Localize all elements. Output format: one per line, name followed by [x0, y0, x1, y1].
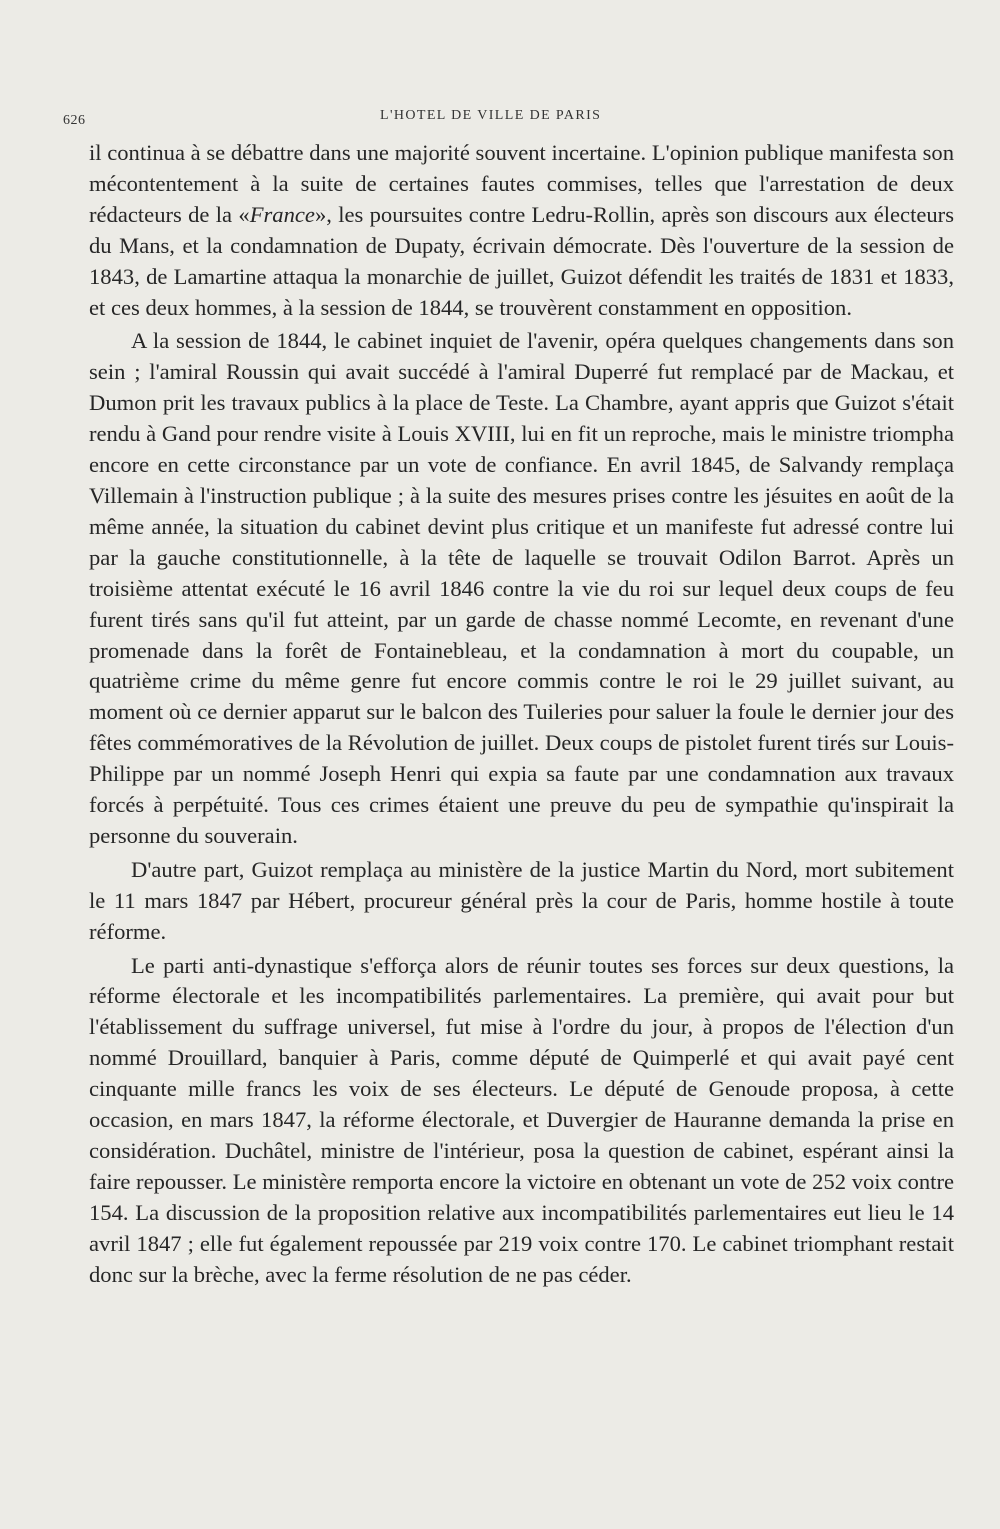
paragraph-1-text-before: il continua à se débattre dans une majorité souvent incertaine. L'opinion publique manifesta son mécontentement à la suite de certaines fautes commises, telles que l'arrestation de deux rédacteurs de la « [89, 140, 954, 227]
body-text [89, 138, 954, 1291]
newspaper-title-italic: France [249, 201, 315, 227]
page-number: 626 [63, 113, 86, 128]
paragraph-1 [89, 138, 954, 323]
running-title: L'HOTEL DE VILLE DE PARIS [380, 108, 602, 123]
paragraph-1-text-after: », les poursuites contre Ledru-Rollin, après son discours aux électeurs du Mans, et la condamnation de Dupaty, écrivain démocrate. Dès l'ouverture de la session de 1843, de Lamartine attaqua la monarchie de juillet, Guizot défendit les traités de 1831 et 1833, et ces deux hommes, à la session de 1844, se trouvèrent constamment en opposition. [89, 201, 954, 320]
paragraph-2: A la session de 1844, le cabinet inquiet de l'avenir, opéra quelques changements dans son sein ; l'amiral Roussin qui avait succédé à l'amiral Duperré fut remplacé par de Mackau, et Dumon prit les travaux publics à la place de Teste. La Chambre, ayant appris que Guizot s'était rendu à Gand pour rendre visite à Louis XVIII, lui en fit un reproche, mais le ministre triompha encore en cette circonstance par un vote de confiance. En avril 1845, de Salvandy remplaça Villemain à l'instruction publique ; à la suite des mesures prises contre les jésuites en août de la même année, la situation du cabinet devint plus critique et un manifeste fut adressé contre lui par la gauche constitutionnelle, à la tête de laquelle se trouvait Odilon Barrot. Après un troisième attentat exécuté le 16 avril 1846 contre la vie du roi sur lequel deux coups de feu furent tirés sans qu'il fut atteint, par un garde de chasse nommé Lecomte, en revenant d'une promenade dans la forêt de Fontainebleau, et la condamnation à mort du coupable, un quatrième crime du même genre fut encore commis contre le roi le 29 juillet suivant, au moment où ce dernier apparut sur le balcon des Tuileries pour saluer la foule le dernier jour des fêtes commémoratives de la Révolution de juillet. Deux coups de pistolet furent tirés sur Louis-Philippe par un nommé Joseph Henri qui expia sa faute par une condamnation aux travaux forcés à perpétuité. Tous ces crimes étaient une preuve du peu de sympathie qu'inspirait la personne du souverain. [89, 328, 954, 848]
paragraph-3: D'autre part, Guizot remplaça au ministère de la justice Martin du Nord, mort subitement le 11 mars 1847 par Hébert, procureur général près la cour de Paris, homme hostile à toute réforme. [89, 856, 954, 944]
paragraph-4: Le parti anti-dynastique s'efforça alors de réunir toutes ses forces sur deux questions, la réforme électorale et les incompatibilités parlementaires. La première, qui avait pour but l'établissement du suffrage universel, fut mise à l'ordre du jour, à propos de l'élection d'un nommé Drouillard, banquier à Paris, comme député de Quimperlé et qui avait payé cent cinquante mille francs les voix de ses électeurs. Le député de Genoude proposa, à cette occasion, en mars 1847, la réforme électorale, et Duvergier de Hauranne demanda la prise en considération. Duchâtel, ministre de l'intérieur, posa la question de cabinet, espérant ainsi la faire repousser. Le ministère remporta encore la victoire en obtenant un vote de 252 voix contre 154. La discussion de la proposition relative aux incompatibilités parlementaires eut lieu le 14 avril 1847 ; elle fut également repoussée par 219 voix contre 170. Le cabinet triomphant restait donc sur la brèche, avec la ferme résolution de ne pas céder. [89, 952, 954, 1287]
